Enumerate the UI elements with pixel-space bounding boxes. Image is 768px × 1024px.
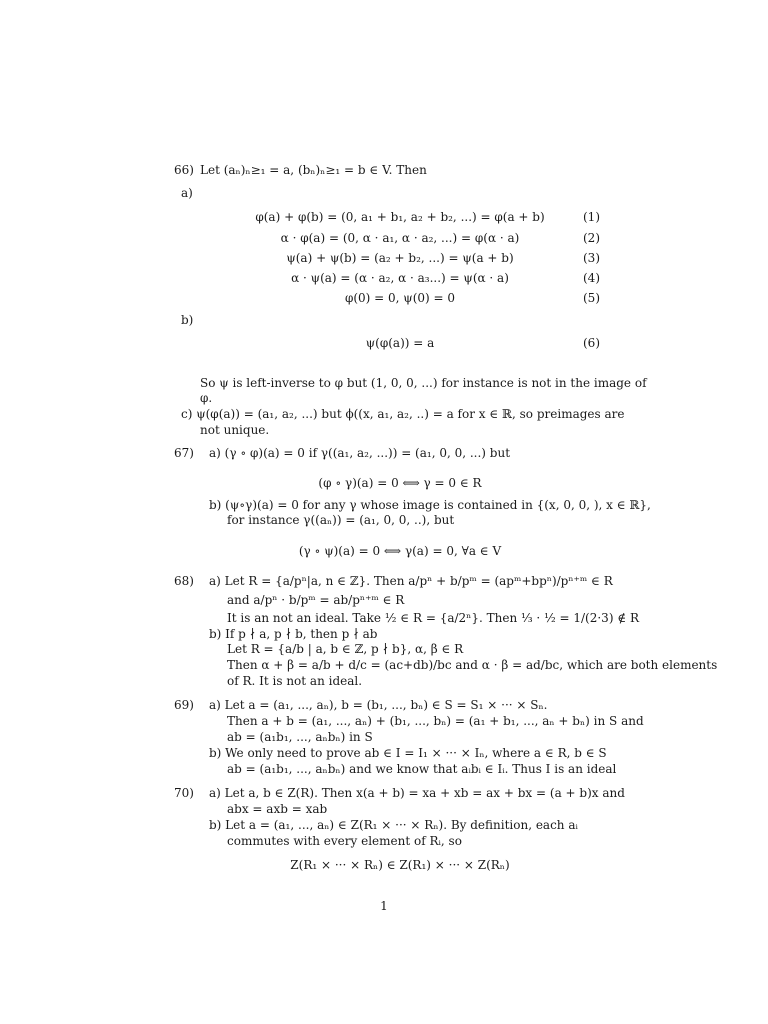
equation-number-5: (5) [583, 291, 600, 305]
equation-5: φ(0) = 0, ψ(0) = 0 [344, 291, 456, 305]
equation-number-3: (3) [583, 251, 600, 265]
problem-67-b-line-1: b) (ψ∘γ)(a) = 0 for any γ whose image is contained in {(x, 0, 0, ), x ∈ ℝ}, [209, 498, 651, 512]
equation-number-2: (2) [583, 231, 600, 245]
equation-70: Z(R₁ × ··· × Rₙ) ∈ Z(R₁) × ··· × Z(Rₙ) [290, 858, 510, 872]
problem-68-a-line-1: a) Let R = {a/pⁿ|a, n ∈ ℤ}. Then a/pⁿ + b/pᵐ = (apᵐ+bpⁿ)/pⁿ⁺ᵐ ∈ R [209, 574, 613, 588]
problem-68-b-line-4: of R. It is not an ideal. [227, 674, 363, 688]
problem-66-c-line-2: not unique. [200, 423, 270, 437]
problem-68-a-line-3: It is an not an ideal. Take ½ ∈ R = {a/2ⁿ}. Then ⅓ · ½ = 1/(2·3) ∉ R [227, 611, 640, 625]
problem-70-label: 70) [174, 786, 194, 800]
problem-66-intro: Let (aₙ)ₙ≥₁ = a, (bₙ)ₙ≥₁ = b ∈ V. Then [200, 163, 427, 177]
problem-69-a-line-2: Then a + b = (a₁, ..., aₙ) + (b₁, ..., bₙ) = (a₁ + b₁, ..., aₙ + bₙ) in S and [227, 714, 644, 728]
part-b-label: b) [181, 313, 194, 327]
problem-67-label: 67) [174, 446, 194, 460]
equation-67b: (γ ∘ ψ)(a) = 0 ⟺ γ(a) = 0, ∀a ∈ V [298, 544, 502, 558]
problem-69-a-line-3: ab = (a₁b₁, ..., aₙbₙ) in S [227, 730, 373, 744]
problem-67-b-line-2: for instance γ((aₙ)) = (a₁, 0, 0, ..), but [227, 513, 455, 527]
problem-68-a-line-2: and a/pⁿ · b/pᵐ = ab/pⁿ⁺ᵐ ∈ R [227, 593, 405, 607]
problem-69-b-line-1: b) We only need to prove ab ∈ I = I₁ × ··· × Iₙ, where a ∈ R, b ∈ S [209, 746, 607, 760]
equation-number-1: (1) [583, 210, 600, 224]
problem-70-a-line-1: a) Let a, b ∈ Z(R). Then x(a + b) = xa + xb = ax + bx = (a + b)x and [209, 786, 625, 800]
problem-70-b-line-1: b) Let a = (a₁, ..., aₙ) ∈ Z(R₁ × ··· × Rₙ). By definition, each aᵢ [209, 818, 578, 832]
problem-70-a-line-2: abx = axb = xab [227, 802, 328, 816]
problem-68-label: 68) [174, 574, 194, 588]
problem-70-b-line-2: commutes with every element of Rᵢ, so [227, 834, 462, 848]
problem-66-so-line-1: So ψ is left-inverse to φ but (1, 0, 0, ...) for instance is not in the image of [200, 376, 647, 390]
equation-2: α · φ(a) = (0, α · a₁, α · a₂, ...) = φ(α · a) [280, 231, 520, 245]
equation-6: ψ(φ(a)) = a [365, 336, 435, 350]
problem-68-b-line-1: b) If p ∤ a, p ∤ b, then p ∤ ab [209, 627, 378, 641]
problem-69-b-line-2: ab = (a₁b₁, ..., aₙbₙ) and we know that aᵢbᵢ ∈ Iᵢ. Thus I is an ideal [227, 762, 617, 776]
page-number: 1 [380, 899, 388, 913]
problem-68-b-line-2: Let R = {a/b | a, b ∈ ℤ, p ∤ b}, α, β ∈ R [227, 642, 464, 656]
part-a-label: a) [181, 186, 193, 200]
equation-number-6: (6) [583, 336, 600, 350]
equation-67a: (φ ∘ γ)(a) = 0 ⟺ γ = 0 ∈ R [318, 476, 482, 490]
problem-67-a-line-1: a) (γ ∘ φ)(a) = 0 if γ((a₁, a₂, ...)) = (a₁, 0, 0, ...) but [209, 446, 511, 460]
problem-69-a-line-1: a) Let a = (a₁, ..., aₙ), b = (b₁, ..., bₙ) ∈ S = S₁ × ··· × Sₙ. [209, 698, 548, 712]
equation-4: α · ψ(a) = (α · a₂, α · a₃...) = ψ(α · a) [291, 271, 509, 285]
problem-66-so-line-2: φ. [200, 391, 213, 405]
problem-66-c-line-1: c) ψ(φ(a)) = (a₁, a₂, ...) but ϕ((x, a₁, a₂, ..) = a for x ∈ ℝ, so preimages are [181, 407, 625, 421]
equation-number-4: (4) [583, 271, 600, 285]
problem-66-label: 66) [174, 163, 194, 177]
equation-1: φ(a) + φ(b) = (0, a₁ + b₁, a₂ + b₂, ...) = φ(a + b) [255, 210, 545, 224]
equation-3: ψ(a) + ψ(b) = (a₂ + b₂, ...) = ψ(a + b) [286, 251, 514, 265]
problem-69-label: 69) [174, 698, 194, 712]
problem-68-b-line-3: Then α + β = a/b + d/c = (ac+db)/bc and α · β = ad/bc, which are both elements [227, 658, 718, 672]
